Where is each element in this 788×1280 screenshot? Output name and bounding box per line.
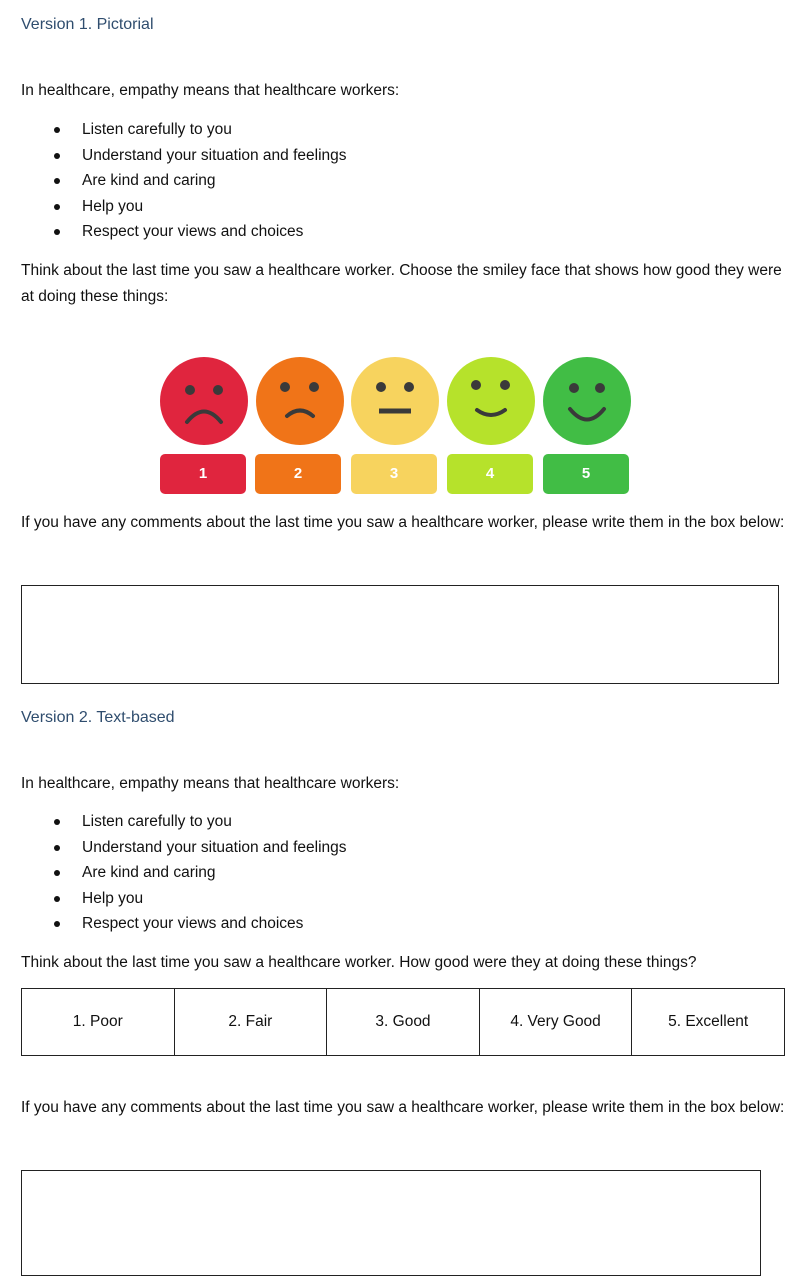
list-item: Respect your views and choices <box>52 911 347 937</box>
rating-button-1[interactable]: 1 <box>160 454 246 494</box>
bullet-icon <box>54 896 60 902</box>
rating-face-2[interactable] <box>256 357 344 445</box>
rating-option-fair[interactable]: 2. Fair <box>174 989 327 1056</box>
version2-comment-box[interactable] <box>21 1170 761 1276</box>
table-row <box>22 989 785 1056</box>
bullet-icon <box>54 845 60 851</box>
rating-face-1[interactable] <box>160 357 248 445</box>
list-item: Are kind and caring <box>52 860 347 886</box>
bullet-icon <box>54 229 60 235</box>
version2-bullet-list <box>52 809 347 937</box>
version1-bullet-list <box>52 117 347 245</box>
rating-face-4[interactable] <box>447 357 535 445</box>
bullet-icon <box>54 204 60 210</box>
neutral-face-icon <box>351 357 439 445</box>
rating-option-excellent[interactable]: 5. Excellent <box>632 989 785 1056</box>
very-happy-face-icon <box>543 357 631 445</box>
version2-heading: Version 2. Text-based <box>21 709 175 726</box>
list-item: Are kind and caring <box>52 168 347 194</box>
version1-comment-box[interactable] <box>21 585 779 684</box>
list-item: Listen carefully to you <box>52 809 347 835</box>
bullet-icon <box>54 153 60 159</box>
rating-option-very-good[interactable]: 4. Very Good <box>479 989 632 1056</box>
rating-button-3[interactable]: 3 <box>351 454 437 494</box>
version2-rating-table <box>21 988 785 1056</box>
list-item: Respect your views and choices <box>52 219 347 245</box>
version1-heading: Version 1. Pictorial <box>21 16 154 33</box>
list-item: Understand your situation and feelings <box>52 143 347 169</box>
version1-comment-prompt: If you have any comments about the last time you saw a healthcare worker, please write them in the box below: <box>21 514 785 531</box>
version1-intro: In healthcare, empathy means that healthcare workers: <box>21 82 400 99</box>
version2-instruction: Think about the last time you saw a healthcare worker. How good were they at doing these things? <box>21 954 697 971</box>
rating-face-5[interactable] <box>543 357 631 445</box>
very-sad-face-icon <box>160 357 248 445</box>
version1-instruction: Think about the last time you saw a healthcare worker. Choose the smiley face that shows how good they were at doing these things: <box>21 262 782 305</box>
rating-option-poor[interactable]: 1. Poor <box>22 989 175 1056</box>
rating-button-5[interactable]: 5 <box>543 454 629 494</box>
rating-option-good[interactable]: 3. Good <box>327 989 480 1056</box>
version2-intro: In healthcare, empathy means that healthcare workers: <box>21 775 400 792</box>
bullet-icon <box>54 921 60 927</box>
bullet-icon <box>54 870 60 876</box>
bullet-icon <box>54 178 60 184</box>
rating-button-4[interactable]: 4 <box>447 454 533 494</box>
happy-face-icon <box>447 357 535 445</box>
list-item: Help you <box>52 194 347 220</box>
bullet-icon <box>54 127 60 133</box>
list-item: Understand your situation and feelings <box>52 835 347 861</box>
sad-face-icon <box>256 357 344 445</box>
list-item: Listen carefully to you <box>52 117 347 143</box>
list-item: Help you <box>52 886 347 912</box>
rating-button-2[interactable]: 2 <box>255 454 341 494</box>
bullet-icon <box>54 819 60 825</box>
version2-comment-prompt: If you have any comments about the last time you saw a healthcare worker, please write them in the box below: <box>21 1099 785 1116</box>
rating-face-3[interactable] <box>351 357 439 445</box>
